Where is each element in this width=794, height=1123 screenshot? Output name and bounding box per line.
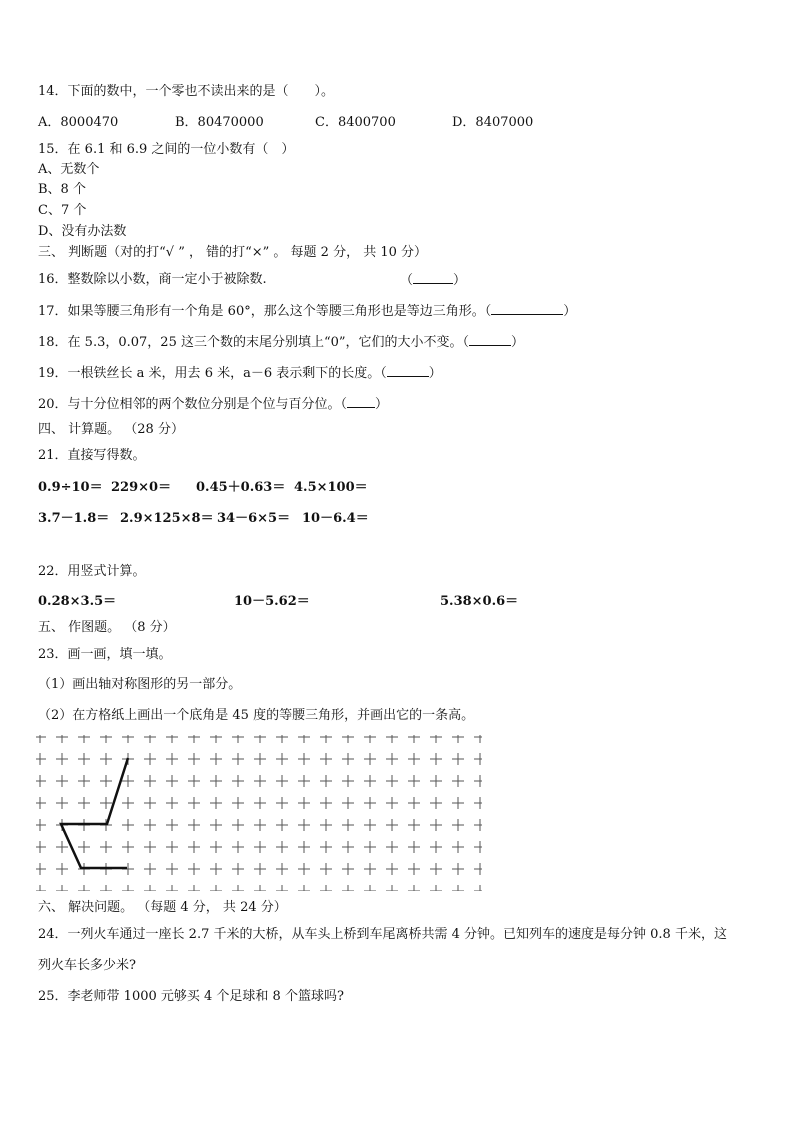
- q21-row1-item4: 4.5×100＝: [294, 480, 368, 495]
- q21-row2-item1: 3.7－1.8＝: [38, 511, 110, 526]
- q14-option-d: D．8407000: [452, 115, 534, 130]
- q23-stem: 23．画一画，填一填。: [38, 647, 172, 662]
- section-5-heading: 五、 作图题。 （8 分）: [38, 620, 176, 635]
- q16-text: 16．整数除以小数，商一定小于被除数.: [38, 272, 267, 287]
- q19-text: 19．一根铁丝长 a 米，用去 6 米，a－6 表示剩下的长度。（: [38, 366, 387, 381]
- q15-option-b: B、8 个: [38, 182, 86, 197]
- q20: [38, 396, 388, 413]
- q21-row1-item2: 229×0＝: [111, 480, 172, 495]
- q14-stem: 14．下面的数中，一个零也不读出来的是（ ）。: [38, 84, 335, 99]
- q24-line2: 列火车长多少米?: [38, 958, 136, 973]
- q16-blank-line: [413, 272, 453, 284]
- q15-option-d: D、没有办法数: [38, 224, 127, 239]
- q21-row1-item3: 0.45＋0.63＝: [196, 480, 286, 495]
- q17: [38, 303, 576, 320]
- q18: [38, 334, 524, 351]
- q17-text: 17．如果等腰三角形有一个角是 60°，那么这个等腰三角形也是等边三角形。（: [38, 304, 492, 319]
- q14-option-a: A．8000470: [38, 115, 119, 130]
- symmetric-figure-half: [61, 758, 128, 868]
- q14-option-b: B．80470000: [175, 115, 264, 130]
- q21-row2-item3: 34－6×5＝: [217, 511, 291, 526]
- q25-text: 25．李老师带 1000 元够买 4 个足球和 8 个篮球吗?: [38, 989, 344, 1004]
- q19: [38, 365, 442, 382]
- q19-paren-close: ）: [428, 366, 442, 381]
- q15-option-c: C、7 个: [38, 203, 87, 218]
- q15-option-a: A、无数个: [38, 162, 100, 177]
- q18-blank-line: [469, 334, 511, 346]
- q15-stem: 15．在 6.1 和 6.9 之间的一位小数有（ ）: [38, 142, 295, 157]
- q21-row1-item1: 0.9÷10＝: [38, 480, 103, 495]
- q22-item2: 10－5.62＝: [234, 594, 310, 609]
- q16-paren-open: （: [400, 273, 414, 288]
- q17-blank-line: [491, 303, 563, 315]
- q20-paren-close: ）: [375, 397, 389, 412]
- section-4-heading: 四、 计算题。 （28 分）: [38, 422, 184, 437]
- q16-paren-close: ）: [453, 273, 467, 288]
- q19-blank-line: [387, 365, 429, 377]
- q20-text: 20．与十分位相邻的两个数位分别是个位与百分位。（: [38, 397, 348, 412]
- q22-stem: 22．用竖式计算。: [38, 564, 146, 579]
- q24-line1: 24．一列火车通过一座长 2.7 千米的大桥，从车头上桥到车尾离桥共需 4 分钟。已知列车的速度是每分钟 0.8 千米，这: [38, 927, 727, 942]
- q22-item1: 0.28×3.5＝: [38, 594, 117, 609]
- q17-paren-close: ）: [563, 304, 577, 319]
- q20-blank-line: [347, 396, 375, 408]
- q21-stem: 21．直接写得数。: [38, 448, 146, 463]
- q21-row2-item4: 10－6.4＝: [302, 511, 369, 526]
- q18-text: 18．在 5.3，0.07，25 这三个数的末尾分别填上“0”，它们的大小不变。（: [38, 335, 470, 350]
- grid-paper: [36, 735, 482, 891]
- q23-part1: （1）画出轴对称图形的另一部分。: [38, 677, 242, 692]
- section-3-heading: 三、 判断题（对的打“√ ” ， 错的打“×” 。 每题 2 分， 共 10 分）: [38, 245, 428, 260]
- q23-part2: （2）在方格纸上画出一个底角是 45 度的等腰三角形，并画出它的一条高。: [38, 708, 475, 723]
- q16-answer-blank: [400, 272, 466, 289]
- q18-paren-close: ）: [511, 335, 525, 350]
- section-6-heading: 六、 解决问题。 （每题 4 分， 共 24 分）: [38, 900, 287, 915]
- q21-row2-item2: 2.9×125×8＝: [120, 511, 214, 526]
- q14-option-c: C．8400700: [315, 115, 396, 130]
- q22-item3: 5.38×0.6＝: [440, 594, 519, 609]
